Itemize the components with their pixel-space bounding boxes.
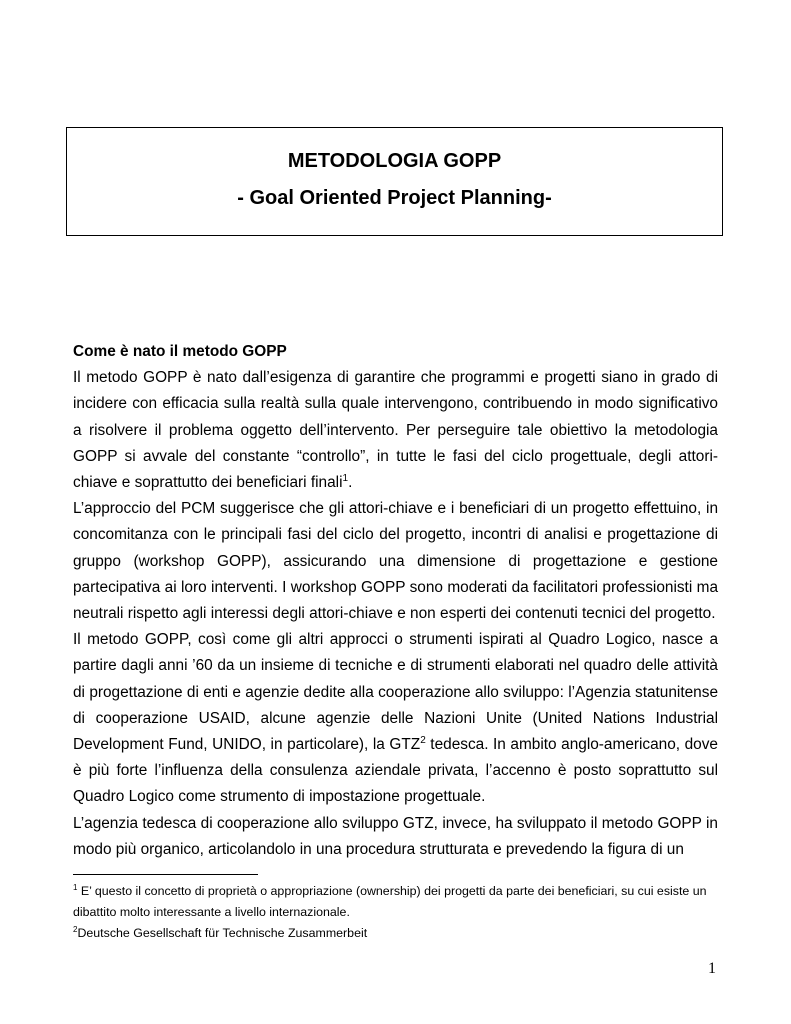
paragraph-4: L’agenzia tedesca di cooperazione allo sviluppo GTZ, invece, ha sviluppato il metodo GOPP in modo più organico, articolandolo in una procedura strutturata e prevedendo la figura di un [73, 814, 718, 858]
footnote-2-text: Deutsche Gesellschaft für Technische Zusammerbeit [77, 926, 368, 940]
paragraph-3 [73, 627, 718, 810]
footnotes [73, 881, 718, 944]
footnote-1 [73, 881, 718, 923]
body-text [73, 339, 718, 863]
paragraph-3-rest: tedesca. In ambito anglo-americano, dove è più forte l’influenza della consulenza aziendale privata, l’accenno è posto soprattutto sul Quadro Logico come strumento di impostazione progettuale. [73, 736, 718, 806]
title-box [66, 127, 723, 236]
paragraph-1-text: Il metodo GOPP è nato dall’esigenza di garantire che programmi e progetti siano in grado di incidere con efficacia sulla realtà sulla quale intervengono, contribuendo in modo significativo a risolvere il problema oggetto dell’intervento. Per perseguire tale obiettivo la metodologia GOPP si avvale del constante “controllo”, in tutte le fasi del ciclo progettuale, degli attori-chiave e soprattutto dei beneficiari finali [73, 369, 718, 492]
footnote-2 [73, 923, 718, 944]
document-title: METODOLOGIA GOPP [287, 150, 502, 172]
footnote-1-text: E’ questo il concetto di proprietà o appropriazione (ownership) dei progetti da parte dei beneficiari, su cui esiste un dibattito molto interessante a livello internazionale. [73, 884, 707, 919]
paragraph-2: L’approccio del PCM suggerisce che gli attori-chiave e i beneficiari di un progetto effettuino, in concomitanza con le principali fasi del ciclo del progetto, incontri di analisi e progettazione di gruppo (workshop GOPP), assicurando una dimensione di progettazione e gestione partecipativa ai loro interventi. I workshop GOPP sono moderati da facilitatori professionisti ma neutrali rispetto agli interessi degli attori-chiave e non esperti dei contenuti tecnici del progetto. [73, 500, 718, 623]
document-subtitle: - Goal Oriented Project Planning- [237, 187, 552, 209]
footnote-separator [73, 874, 258, 875]
footnote-1-mark: 1 [73, 882, 78, 892]
page-number: 1 [708, 960, 716, 977]
section-heading: Come è nato il metodo GOPP [73, 343, 287, 360]
footnote-ref-1[interactable]: 1 [342, 472, 349, 484]
footnote-2-mark: 2 [73, 924, 78, 934]
footnote-ref-2[interactable]: 2 [420, 734, 426, 746]
paragraph-3-text: Il metodo GOPP, così come gli altri approcci o strumenti ispirati al Quadro Logico, nasce a partire dagli anni ’60 da un insieme di tecniche e di strumenti elaborati nel quadro delle attività di progettazione di enti e agenzie dedite alla cooperazione allo sviluppo: l’Agenzia statunitense di cooperazione USAID, alcune agenzie delle Nazioni Unite (United Nations Industrial Development Fund, UNIDO, in particolare), la GTZ [73, 631, 718, 754]
paragraph-1 [73, 365, 718, 496]
paragraph-1-end: . [348, 474, 353, 492]
